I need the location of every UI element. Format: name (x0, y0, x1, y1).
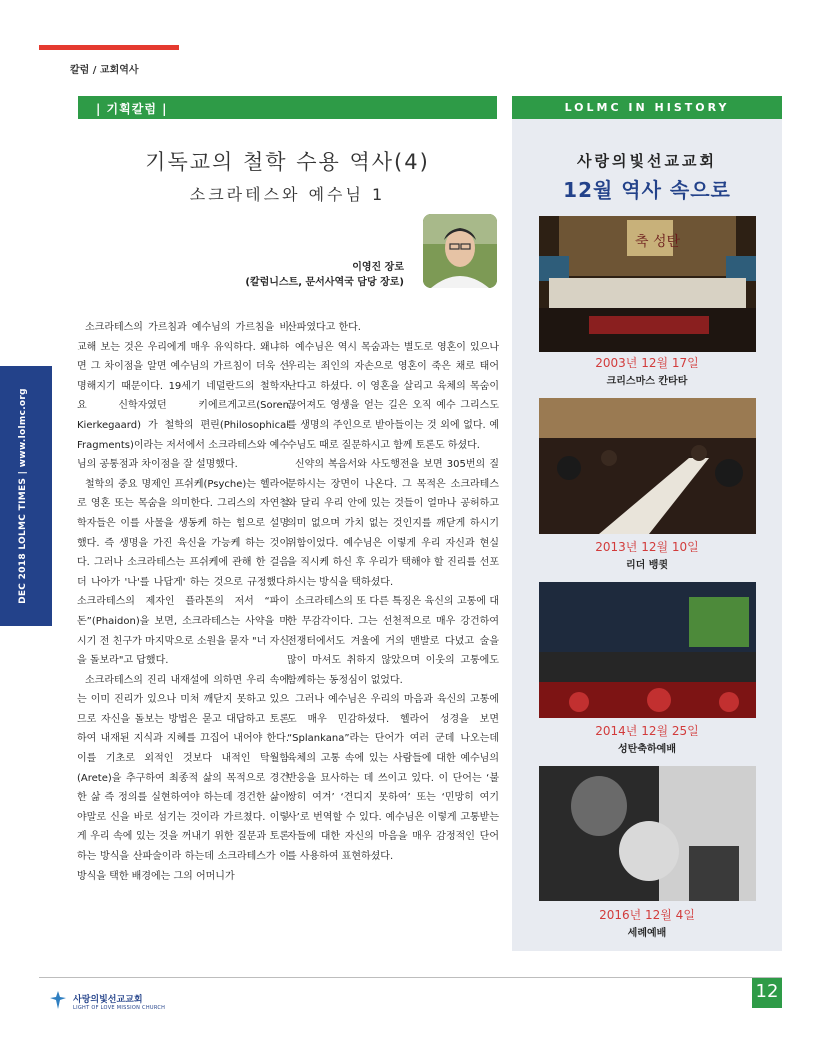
top-red-rule (39, 45, 179, 50)
history-event: 성탄축하예배 (618, 744, 676, 755)
history-date: 2016년 12월 4일 (599, 908, 695, 922)
article-paragraph: 예수님은 역시 목숨과는 별도로 영혼이 있으나 우리는 죄인의 자손으로 영혼이 죽은 채로 태어난다고 하셨다. 이 영혼을 살리고 육체의 목숨이 끊어져도 영생을 얻는 길은 오직 예수 그리스도를 생명의 주인으로 받아들이는 것 외에 없다. 예수님도 때로 질문하시고 함께 토론도 하셨다. (287, 341, 499, 451)
author-role: (칼럼니스트, 문서사역국 담당 장로) (245, 277, 404, 288)
history-church-name: 사랑의빛선교교회 (577, 152, 717, 170)
history-date: 2014년 12월 25일 (595, 724, 699, 738)
column-label-bar: | 기획칼럼 | (78, 96, 497, 119)
article-paragraph: 소크라테스의 진리 내재설에 의하면 우리 속에는 이미 진리가 있으나 미처 깨닫지 못하고 있으므로 자신을 돌보는 방법은 묻고 대답하고 토론하여 내재된 지식과 지혜를 끄집어 내어야 한다. 이를 기초로 외적인 것보다 내적인 탁월함(Arete)을 추구하여 최종적 삶의 목적으로 경건한 삶 즉 정의를 실현하여야 하는데 경건한 삶이야말로 신을 바로 섬기는 것이라 가르쳤다. 이렇게 우리 속에 있는 것을 꺼내기 위한 질문과 토론하는 방식을 산파술이라 하는데 소크라테스가 이 방식을 택한 배경에는 그의 어머니가 (77, 674, 289, 882)
history-event: 세례예배 (627, 928, 667, 939)
article-paragraph: 소크라테스의 가르침과 예수님의 가르침을 비교해 보는 것은 우리에게 매우 유익하다. 왜냐하면 그 차이점을 알면 예수님의 가르침이 더욱 선명해지기 때문이다. 19세기 네덜란드의 철학자요 신학자였던 키에르게고르(Soren Kierkegaard) 가 철학의 편린(Philosophical Fragments)이라는 저서에서 소크라테스와 예수님의 공통점과 차이점을 잘 설명했다. (77, 322, 289, 471)
footer-logo-name: 사랑의빛선교교회 (73, 995, 143, 1005)
article-paragraph: 철학의 중요 명제인 프쉬케(Psyche)는 헬라어로 영혼 또는 목숨을 의미한다. 그리스의 자연철학자들은 이를 사물을 생동케 하는 힘으로 설명했다. 즉 생명을 가진 육신을 가능케 하는 것이다. 그러나 소크라테스는 프쉬케에 관해 한 걸음 더 나아가 '나'를 나답게' 하는 것으로 규정했다. 소크라테스의 제자인 플라톤의 저서 “파이돈”(Phaidon)을 보면, 소크라테스는 사약을 마시기 전 친구가 마지막으로 소원을 묻자 "너 자신을 돌보라"고 답했다. (77, 478, 289, 667)
history-date: 2013년 12월 10일 (595, 540, 699, 554)
church-logo-icon (48, 990, 68, 1010)
history-photo-christmas-service (539, 582, 756, 718)
side-tab-text: DEC 2018 LOLMC TIMES | www.lolmc.org (18, 388, 28, 604)
page-number: 12 (752, 978, 782, 1008)
author-photo (423, 214, 497, 288)
history-event: 크리스마스 칸타타 (606, 376, 688, 387)
article-paragraph: 신약의 복음서와 사도행전을 보면 305번의 질문하시는 장면이 나온다. 그 목적은 소크라테스와 달리 우리 안에 있는 것들이 얼마나 공허하고 의미 없으며 가치 없는 것인지를 깨닫게 하시기 위함이었다. 예수님은 이렇게 우리 자신과 현실을 직시케 하신 후 우리가 택해야 할 진리를 선포하시는 방식을 택하셨다. (287, 459, 499, 588)
article-paragraph: 그러나 예수님은 우리의 마음과 육신의 고통에도 매우 민감하셨다. 헬라어 성경을 보면 “Splankana”라는 단어가 여러 군데 나오는데 육체의 고통 속에 있는 사람들에 대한 예수님의 반응을 묘사하는 데 쓰이고 있다. 이 단어는 ‘불쌍히 여겨’ ‘견디지 못하여’ 또는 ‘민망히 여기사’로 번역할 수 있다. 예수님은 이렇게 고통받는 자들에 대한 자신의 마음을 매우 감정적인 단어를 사용하여 표현하셨다. (287, 694, 499, 863)
article-column-right (287, 318, 499, 867)
article-paragraph: 소크라테스의 또 다른 특징은 육신의 고통에 대한 무감각이다. 그는 선천적으로 매우 강건하여 전쟁터에서도 겨울에 거의 맨발로 다녔고 술을 많이 마셔도 취하지 않았으며 이웃의 고통에도 함께하는 동정심이 없었다. (287, 596, 499, 686)
history-photo-banquet (539, 398, 756, 534)
article-paragraph: 산파였다고 한다. (287, 322, 361, 333)
cantata-banner-text: 축 성탄 (635, 234, 681, 250)
history-photo-baptism (539, 766, 756, 901)
footer-logo-subtitle: LIGHT OF LOVE MISSION CHURCH (73, 1005, 166, 1011)
author-name: 이영진 장로 (352, 262, 404, 273)
history-photo-cantata (539, 216, 756, 352)
history-label-bar: LOLMC IN HISTORY (512, 96, 782, 119)
history-date: 2003년 12월 17일 (595, 356, 699, 370)
breadcrumb: 칼럼 / 교회역사 (70, 65, 139, 76)
history-heading: 12월 역사 속으로 (563, 178, 731, 202)
history-event: 리더 뱅큇 (625, 560, 669, 571)
footer-rule (39, 977, 782, 978)
article-subtitle: 소크라테스와 예수님 1 (189, 185, 386, 204)
article-title: 기독교의 철학 수용 역사(4) (145, 150, 430, 174)
article-column-left (77, 318, 289, 886)
